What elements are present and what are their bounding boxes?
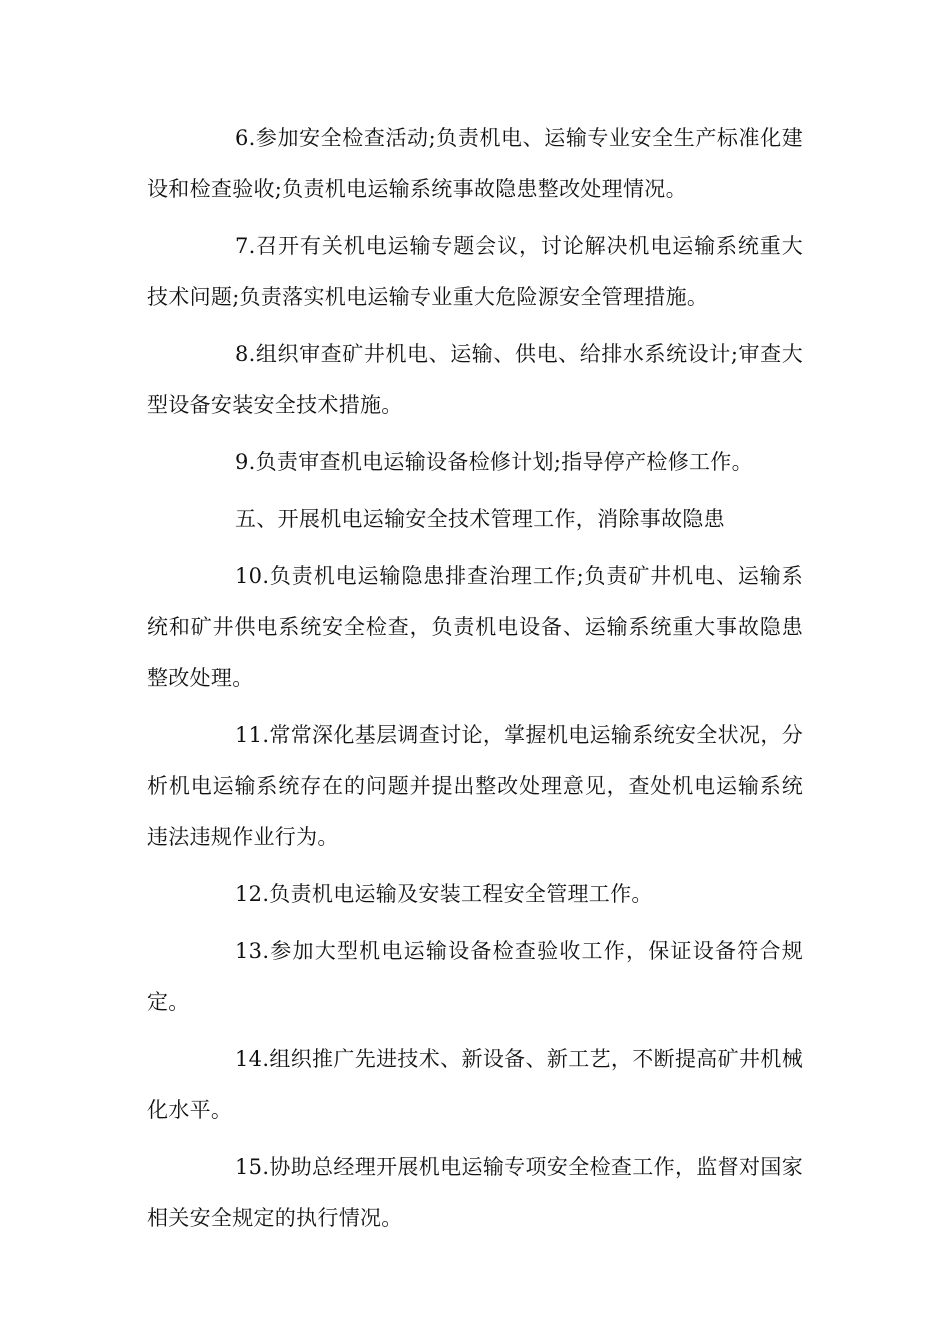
paragraph-item-12: 12.负责机电运输及安装工程安全管理工作。: [235, 882, 653, 906]
paragraph-item-11: 11.常常深化基层调查讨论，掌握机电运输系统安全状况，分析机电运输系统存在的问题并提出整改处理意见，查处机电运输系统违法违规作业行为。: [147, 723, 803, 849]
paragraph-item-9: 9.负责审查机电运输设备检修计划;指导停产检修工作。: [235, 450, 753, 474]
paragraph-item-15: 15.协助总经理开展机电运输专项安全检查工作，监督对国家相关安全规定的执行情况。: [147, 1155, 803, 1230]
paragraph-item-10: 10.负责机电运输隐患排查治理工作;负责矿井机电、运输系统和矿井供电系统安全检查，负责机电设备、运输系统重大事故隐患整改处理。: [147, 564, 803, 690]
section-heading-5: 五、开展机电运输安全技术管理工作，消除事故隐患: [235, 507, 725, 531]
paragraph-item-7: 7.召开有关机电运输专题会议，讨论解决机电运输系统重大技术问题;负责落实机电运输专业重大危险源安全管理措施。: [147, 234, 803, 309]
paragraph-item-13: 13.参加大型机电运输设备检查验收工作，保证设备符合规定。: [147, 939, 803, 1014]
paragraph-item-14: 14.组织推广先进技术、新设备、新工艺，不断提高矿井机械化水平。: [147, 1047, 803, 1122]
document-body: [147, 113, 803, 1250]
paragraph-item-8: 8.组织审查矿井机电、运输、供电、给排水系统设计;审查大型设备安装安全技术措施。: [147, 342, 803, 417]
paragraph-item-6: 6.参加安全检查活动;负责机电、运输专业安全生产标准化建设和检查验收;负责机电运输系统事故隐患整改处理情况。: [147, 126, 803, 201]
